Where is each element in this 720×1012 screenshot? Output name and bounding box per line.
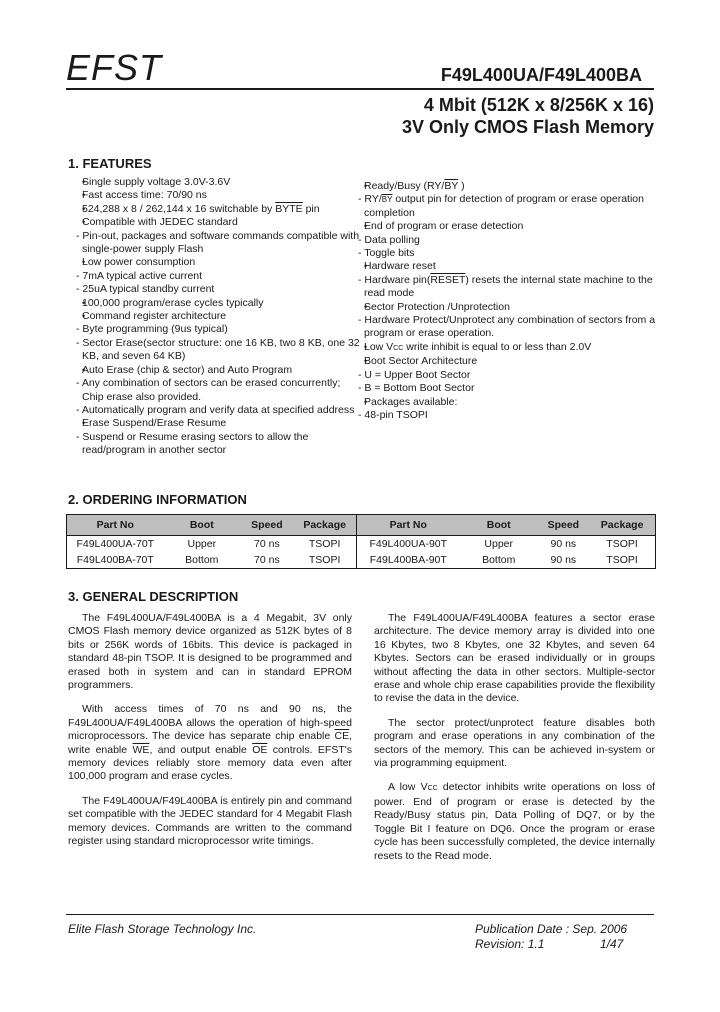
description-heading: 3. GENERAL DESCRIPTION xyxy=(68,589,239,604)
description-paragraph: The F49L400UA/F49L400BA features a sector erase architecture. The device memory array is divided into one 16 Kbytes, two 8 Kbytes, one 32 Kbytes, and seven 64 Kbytes. Sectors can be erased individually or in groups without affecting the data in other sectors. Multiple-sector erase and whole chip erase capabilities provide the flexibility to revise the data in the device. xyxy=(374,612,655,705)
footer-revision: Revision: 1.1 xyxy=(475,937,545,951)
feature-boot-sector-sub: - B = Bottom Boot Sector xyxy=(364,382,664,395)
feature-ready-busy: • Ready/Busy ($RY/\overline{BY}$ ) xyxy=(364,180,664,193)
feature-item: • Compatible with JEDEC standard xyxy=(82,216,364,229)
feature-hw-reset: • Hardware reset xyxy=(364,260,664,273)
feature-item: • 524,288 x 8 / 262,144 x 16 switchable by BYTE pin xyxy=(82,203,364,216)
description-left-column xyxy=(68,612,352,860)
table-cell: Bottom xyxy=(460,552,537,569)
table-cell: 70 ns xyxy=(240,552,294,569)
footer-rule xyxy=(66,914,654,915)
feature-subitem: - 7mA typical active current xyxy=(82,270,364,283)
feature-ready-busy-detail: - $RY/\overline{BY}$ output pin for detection of program or erase operation completion xyxy=(364,193,664,220)
table-cell: TSOPI xyxy=(589,552,655,569)
column-header: Package xyxy=(294,515,356,536)
table-cell: F49L400BA-70T xyxy=(67,552,164,569)
feature-hw-reset-detail: - Hardware pin(RESET) resets the internal state machine to the read mode xyxy=(364,274,664,301)
part-number-title: F49L400UA/F49L400BA xyxy=(440,65,642,85)
footer-company: Elite Flash Storage Technology Inc. xyxy=(68,922,257,936)
feature-subitem: - Suspend or Resume erasing sectors to allow the read/program in another sector xyxy=(82,431,364,458)
feature-packages: • Packages available: xyxy=(364,396,664,409)
features-left-column xyxy=(82,176,364,458)
table-cell: TSOPI xyxy=(294,536,356,553)
table-cell: F49L400UA-90T xyxy=(369,538,448,550)
feature-subitem: - Pin-out, packages and software commands compatible with single-power supply Flash xyxy=(82,230,364,257)
feature-end-detect-sub: - Data polling xyxy=(364,234,664,247)
table-cell: Bottom xyxy=(164,552,240,569)
description-right-column xyxy=(374,612,655,874)
description-paragraph: The sector protect/unprotect feature disables both program and erase operations in any combination of the sectors of the memory. This can be achieved in-system or via programming equipment. xyxy=(374,716,655,770)
table-row xyxy=(67,552,656,569)
feature-item: • Command register architecture xyxy=(82,310,364,323)
table-cell: TSOPI xyxy=(589,536,655,553)
table-cell: Upper xyxy=(187,538,217,550)
column-header: Part No xyxy=(67,515,164,536)
feature-sector-protect-sub: - Hardware Protect/Unprotect any combination of sectors from a program or erase operation. xyxy=(364,314,664,341)
description-paragraph: The F49L400UA/F49L400BA is entirely pin and command set compatible with the JEDEC standard for 4 Megabit Flash memory devices. Commands are written to the command register using standard microprocessor write timings. xyxy=(68,794,352,848)
feature-subitem: - Automatically program and verify data at specified address xyxy=(82,404,364,417)
table-cell: F49L400BA-90T xyxy=(356,552,460,569)
feature-sector-protect: • Sector Protection /Unprotection xyxy=(364,301,664,314)
feature-item: • Fast access time: 70/90 ns xyxy=(82,189,364,202)
description-paragraph: The F49L400UA/F49L400BA is a 4 Megabit, 3V only CMOS Flash memory device organized as 512K bytes of 8 bits or 256K words of 16bits. This device is packaged in standard 48-pin TSOP. It is designed to be programmed and erased both in system and can in standard EPROM programmers. xyxy=(68,612,352,692)
feature-item: • 100,000 program/erase cycles typically xyxy=(82,297,364,310)
features-right-column xyxy=(364,180,664,422)
column-header: Speed xyxy=(240,515,294,536)
features-right-list xyxy=(364,180,664,422)
table-row xyxy=(67,536,656,553)
feature-subitem: - 25uA typical standby current xyxy=(82,283,364,296)
column-header: Package xyxy=(589,515,655,536)
feature-item: • Low power consumption xyxy=(82,256,364,269)
feature-low-vcc: • Low VCC write inhibit is equal to or less than 2.0V xyxy=(364,341,664,355)
features-heading: 1. FEATURES xyxy=(68,156,152,171)
feature-subitem: - Any combination of sectors can be erased concurrently; Chip erase also provided. xyxy=(82,377,364,404)
feature-item: • Auto Erase (chip & sector) and Auto Program xyxy=(82,364,364,377)
table-cell: TSOPI xyxy=(294,552,356,569)
feature-boot-sector-sub: - U = Upper Boot Sector xyxy=(364,369,664,382)
table-cell: 90 ns xyxy=(550,538,577,550)
feature-subitem: - Sector Erase(sector structure: one 16 KB, two 8 KB, one 32 KB, and seven 64 KB) xyxy=(82,337,364,364)
column-header: Boot xyxy=(460,515,537,536)
feature-subitem: - Byte programming (9us typical) xyxy=(82,323,364,336)
feature-item: • Single supply voltage 3.0V-3.6V xyxy=(82,176,364,189)
table-cell: Upper xyxy=(484,538,514,550)
footer-page-number: 1/47 xyxy=(600,937,624,951)
table-cell: 70 ns xyxy=(254,538,280,550)
footer-publication-date: Publication Date : Sep. 2006 xyxy=(475,922,628,936)
feature-packages-sub: - 48-pin TSOPI xyxy=(364,409,664,422)
features-left-list xyxy=(82,176,364,458)
header-rule xyxy=(66,88,654,90)
column-header: Speed xyxy=(537,515,589,536)
table-cell: F49L400UA-70T xyxy=(67,536,164,553)
subtitle-type: 3V Only CMOS Flash Memory xyxy=(401,117,654,137)
description-paragraph: With access times of 70 ns and 90 ns, the F49L400UA/F49L400BA allows the operation of high-speed microprocessors. The device has separate chip enable $\overline{CE}$, write enable $\overline{WE}$, and output enable $\overline{OE}$ controls. EFST's memory devices reliably store memory data even after 100,000 program and erase cycles. xyxy=(68,703,352,783)
ordering-heading: 2. ORDERING INFORMATION xyxy=(68,492,247,507)
company-logo: EFST xyxy=(66,47,163,88)
subtitle-capacity: 4 Mbit (512K x 8/256K x 16) xyxy=(423,95,654,115)
ordering-table xyxy=(66,514,656,569)
ordering-header-row xyxy=(67,515,656,536)
column-header: Part No xyxy=(356,515,460,536)
feature-end-detect: • End of program or erase detection xyxy=(364,220,664,233)
column-header: Boot xyxy=(164,515,240,536)
feature-item: • Erase Suspend/Erase Resume xyxy=(82,417,364,430)
table-cell: 90 ns xyxy=(537,552,589,569)
feature-boot-sector: • Boot Sector Architecture xyxy=(364,355,664,368)
description-paragraph: A low VCC detector inhibits write operations on loss of power. End of program or erase is detected by the Ready/Busy status pin, Data Polling of DQ7, or by the Toggle Bit I feature on DQ6. Once the program or erase cycle has been successfully completed, the device internally resets to the Read mode. xyxy=(374,781,655,862)
feature-end-detect-sub: - Toggle bits xyxy=(364,247,664,260)
